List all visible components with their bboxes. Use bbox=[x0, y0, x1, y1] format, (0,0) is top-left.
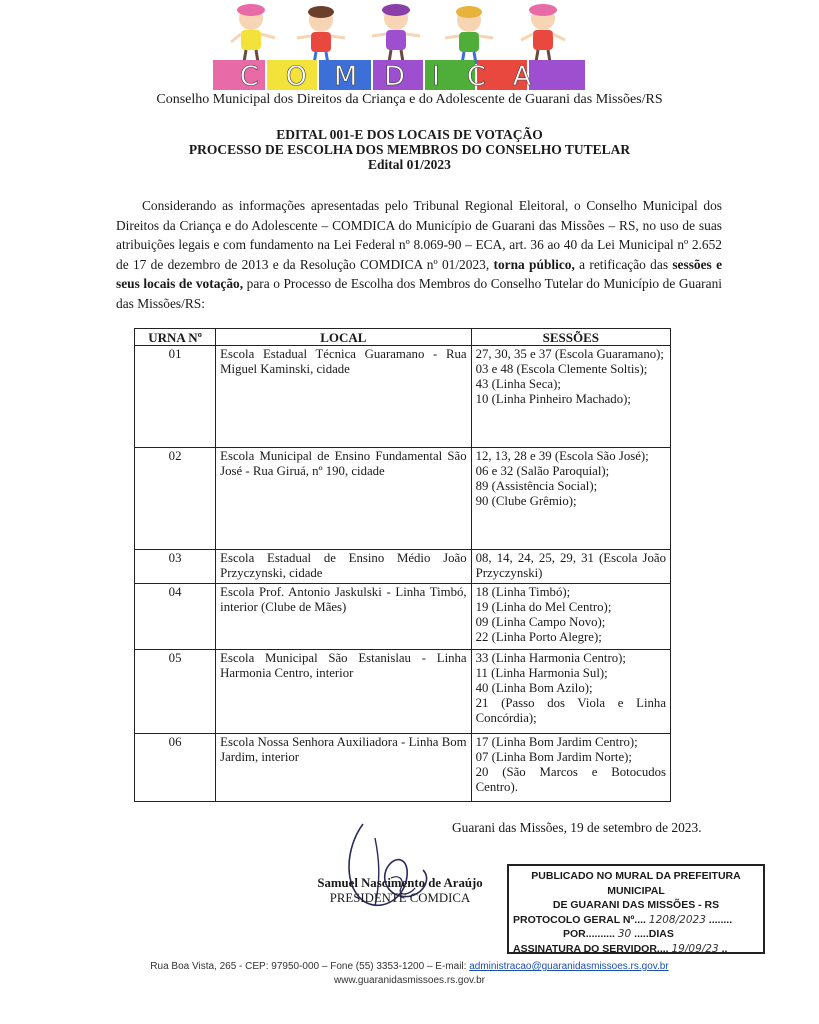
stamp-protocol: PROTOCOLO GERAL Nº.... 1208/2023 ........ bbox=[513, 913, 733, 926]
session-entry: 22 (Linha Porto Alegre); bbox=[475, 630, 602, 644]
sessions-cell bbox=[471, 448, 670, 550]
signer-name: Samuel Nascimento de Araújo bbox=[317, 876, 483, 890]
session-entry: 08, 14, 24, 25, 29, 31 (Escola João Przyczynski) bbox=[475, 551, 666, 580]
urna-number: 03 bbox=[135, 550, 216, 584]
intro-text-2: a retificação das bbox=[574, 256, 673, 272]
session-entry: 10 (Linha Pinheiro Machado); bbox=[475, 392, 631, 406]
header-sessoes: SESSÕES bbox=[471, 329, 670, 346]
stamp-line-2: DE GUARANI DAS MISSÕES - RS bbox=[552, 899, 720, 911]
comdica-logo bbox=[205, 2, 595, 94]
stamp-assinatura: ASSINATURA DO SERVIDOR.... 19/09/23 .. bbox=[513, 942, 728, 955]
children-illustration-icon bbox=[231, 4, 565, 64]
title-line-1: EDITAL 001-E DOS LOCAIS DE VOTAÇÃO bbox=[276, 127, 543, 142]
location-cell: Escola Municipal de Ensino Fundamental São José - Rua Giruá, nº 190, cidade bbox=[216, 448, 471, 550]
title-line-2: PROCESSO DE ESCOLHA DOS MEMBROS DO CONSELHO TUTELAR bbox=[188, 142, 631, 157]
stamp-protocol-value: 1208/2023 bbox=[648, 913, 706, 926]
session-entry: 06 e 32 (Salão Paroquial); bbox=[475, 464, 610, 478]
location-cell: Escola Municipal São Estanislau - Linha Harmonia Centro, interior bbox=[216, 650, 471, 734]
urna-number: 06 bbox=[135, 734, 216, 802]
intro-text-1: Considerando as informações apresentadas pelo Tribunal Regional Eleitoral, o Conselho Municipal dos Direitos da Criança e do Adolescente – COMDICA do Município de Guarani das Missões – RS, no uso de suas atribuições legais e com fundamento na Lei Federal nº 8.069-90 – ECA, art. 36 ao 40 da Lei Municipal nº 2.652 de 17 de dezembro de 2013 e da Resolução COMDICA nº 01/2023, bbox=[116, 198, 722, 272]
session-entry: 19 (Linha do Mel Centro); bbox=[475, 600, 612, 614]
table-row bbox=[135, 448, 671, 550]
council-name: Conselho Municipal dos Direitos da Criança e do Adolescente de Guarani das Missões/RS bbox=[156, 92, 663, 107]
stamp-line-1: PUBLICADO NO MURAL DA PREFEITURA MUNICIPAL bbox=[531, 870, 741, 897]
signer-role: PRESIDENTE COMDICA bbox=[329, 891, 471, 905]
intro-text-3: para o Processo de Escolha dos Membros do Conselho Tutelar do Município de Guarani das Missões/RS: bbox=[116, 276, 722, 311]
intro-paragraph bbox=[116, 196, 722, 313]
place-date: Guarani das Missões, 19 de setembro de 2023. bbox=[452, 820, 702, 835]
sessions-cell bbox=[471, 734, 670, 802]
sessions-cell bbox=[471, 650, 670, 734]
session-entry: 12, 13, 28 e 39 (Escola São José); bbox=[475, 449, 649, 463]
stamp-por-value: 30 bbox=[617, 928, 632, 940]
location-cell: Escola Estadual Técnica Guaramano - Rua Miguel Kaminski, cidade bbox=[216, 346, 471, 448]
session-entry: 43 (Linha Seca); bbox=[475, 377, 561, 391]
stamp-dias-label: DIAS bbox=[648, 928, 674, 940]
table-header-row bbox=[135, 329, 671, 346]
signature-block bbox=[300, 876, 500, 906]
urna-number: 04 bbox=[135, 584, 216, 650]
location-cell: Escola Prof. Antonio Jaskulski - Linha Timbó, interior (Clube de Mães) bbox=[216, 584, 471, 650]
session-entry: 33 (Linha Harmonia Centro); bbox=[475, 651, 626, 665]
header-local: LOCAL bbox=[216, 329, 471, 346]
session-entry: 90 (Clube Grêmio); bbox=[475, 494, 577, 508]
document-title bbox=[0, 127, 819, 172]
session-entry: 40 (Linha Bom Azilo); bbox=[475, 681, 593, 695]
footer-address: Rua Boa Vista, 265 - CEP: 97950-000 – Fone (55) 3353-1200 – E-mail: bbox=[150, 961, 470, 972]
svg-text:COMDICA: COMDICA bbox=[239, 61, 559, 92]
session-entry: 07 (Linha Bom Jardim Norte); bbox=[475, 750, 632, 764]
voting-locations-table bbox=[134, 328, 671, 802]
session-entry: 20 (São Marcos e Botocudos Centro). bbox=[475, 765, 666, 794]
stamp-assinatura-value: 19/09/23 bbox=[671, 942, 719, 955]
session-entry: 21 (Passo dos Viola e Linha Concórdia); bbox=[475, 696, 666, 725]
session-entry: 09 (Linha Campo Novo); bbox=[475, 615, 606, 629]
footer bbox=[0, 960, 819, 988]
session-entry: 17 (Linha Bom Jardim Centro); bbox=[475, 735, 638, 749]
footer-address-line bbox=[0, 960, 819, 974]
stamp-por-label: POR bbox=[563, 928, 586, 940]
intro-bold-2: sessões e seus locais de votação, bbox=[116, 256, 723, 291]
urna-number: 05 bbox=[135, 650, 216, 734]
table-row bbox=[135, 550, 671, 584]
table-row bbox=[135, 650, 671, 734]
title-line-3: Edital 01/2023 bbox=[368, 157, 451, 172]
header-urna: URNA Nº bbox=[135, 329, 216, 346]
table-row bbox=[135, 734, 671, 802]
footer-website[interactable]: www.guaranidasmissoes.rs.gov.br bbox=[334, 975, 485, 986]
session-entry: 27, 30, 35 e 37 (Escola Guaramano); bbox=[475, 347, 664, 361]
location-cell: Escola Estadual de Ensino Médio João Przyczynski, cidade bbox=[216, 550, 471, 584]
sessions-cell bbox=[471, 346, 670, 448]
sessions-cell bbox=[471, 550, 670, 584]
session-entry: 89 (Assistência Social); bbox=[475, 479, 598, 493]
urna-number: 02 bbox=[135, 448, 216, 550]
stamp-por: POR.......... 30 .....DIAS bbox=[563, 928, 674, 940]
table-row bbox=[135, 346, 671, 448]
urna-number: 01 bbox=[135, 346, 216, 448]
sessions-cell bbox=[471, 584, 670, 650]
session-entry: 11 (Linha Harmonia Sul); bbox=[475, 666, 608, 680]
location-cell: Escola Nossa Senhora Auxiliadora - Linha Bom Jardim, interior bbox=[216, 734, 471, 802]
comdica-letter-blocks bbox=[213, 60, 585, 92]
session-entry: 18 (Linha Timbó); bbox=[475, 585, 571, 599]
stamp-protocol-label: PROTOCOLO GERAL Nº bbox=[513, 913, 635, 926]
intro-bold-1: torna público, bbox=[493, 256, 575, 272]
stamp-assinatura-label: ASSINATURA DO SERVIDOR bbox=[513, 942, 657, 955]
footer-email-link[interactable]: administracao@guaranidasmissoes.rs.gov.br bbox=[469, 961, 669, 972]
session-entry: 03 e 48 (Escola Clemente Soltis); bbox=[475, 362, 648, 376]
publication-stamp bbox=[507, 864, 765, 954]
table-row bbox=[135, 584, 671, 650]
